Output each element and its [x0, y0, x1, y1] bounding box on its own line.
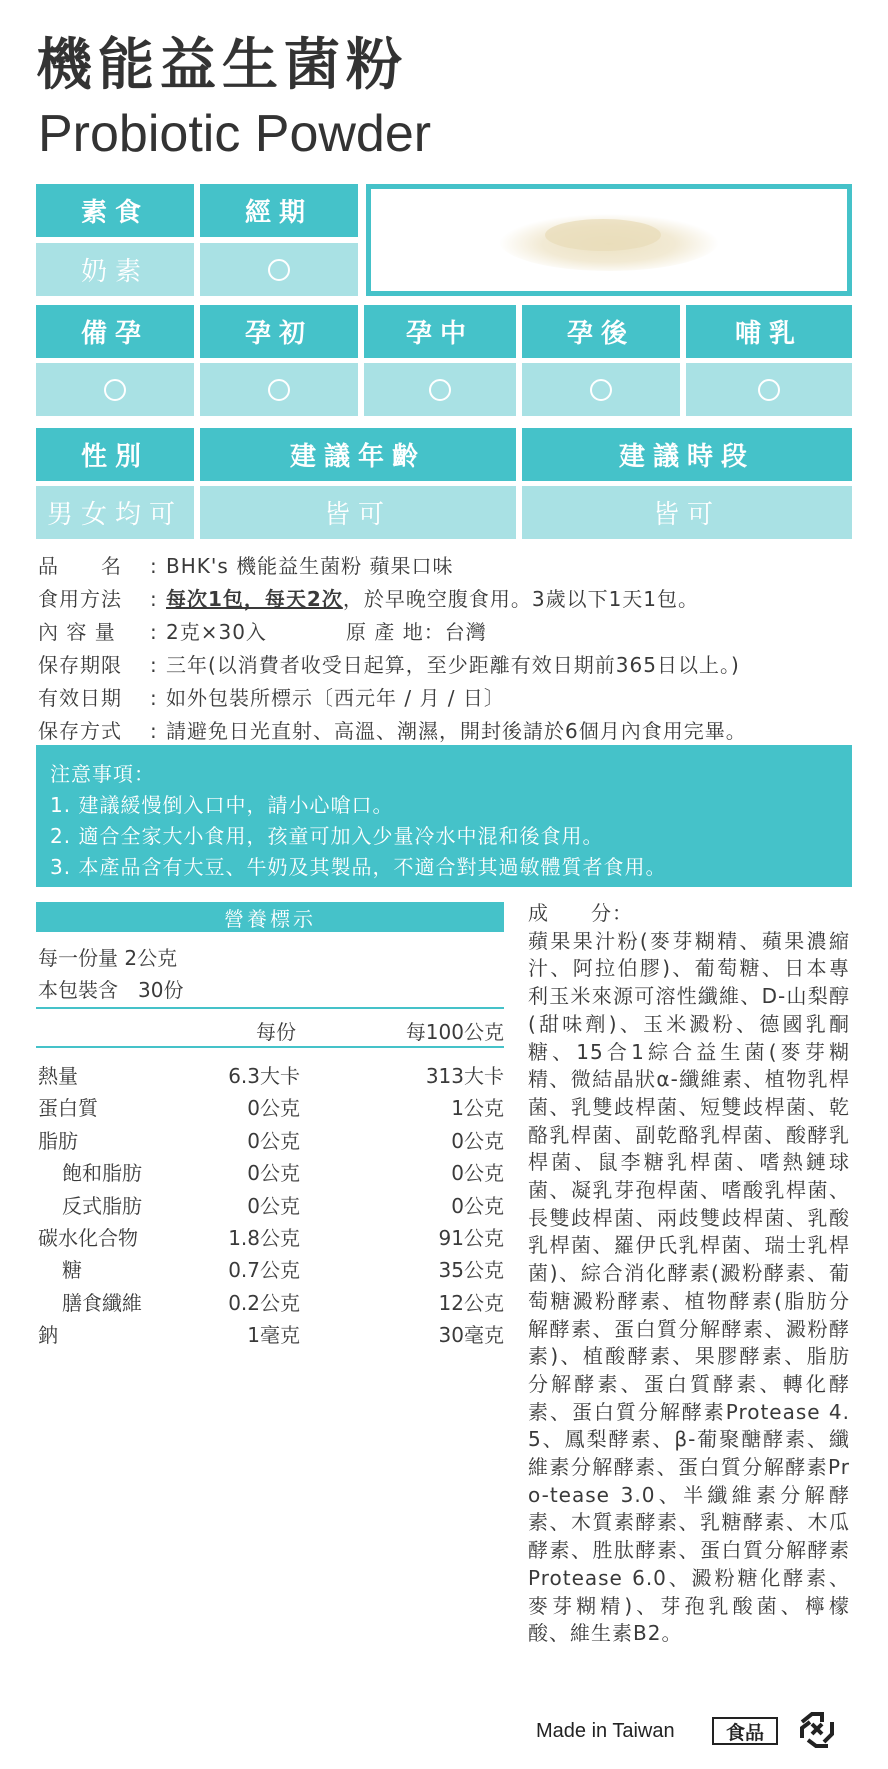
gender-header: 性別	[36, 428, 194, 481]
notice-box	[36, 745, 852, 887]
servings-per-pack: 本包裝含 30份	[38, 978, 184, 1002]
per-serving-value: 0公克	[247, 1193, 300, 1218]
vegetarian-value: 奶素	[36, 243, 194, 296]
per-serving-value: 1毫克	[247, 1323, 300, 1348]
notice-item: 2. 適合全家大小食用，孩童可加入少量冷水中混和後食用。	[50, 824, 604, 848]
shelf-life: 三年(以消費者收受日起算，至少距離有效日期前365日以上。)	[166, 653, 740, 677]
product-title-en: Probiotic Powder	[38, 105, 432, 163]
menstruation-header: 經期	[200, 184, 358, 237]
info-storage-row: 保存方式 : 請避免日光直射、高溫、潮濕，開封後請於6個月內食用完畢。	[38, 719, 747, 743]
nutrient-name: 碳水化合物	[38, 1226, 138, 1250]
timing-header: 建議時段	[522, 428, 852, 481]
ingredients-label: 成 分：	[528, 901, 633, 925]
storage-method: 請避免日光直射、高溫、潮濕，開封後請於6個月內食用完畢。	[166, 719, 747, 743]
nutrition-title: 營養標示	[36, 902, 504, 932]
circle-icon	[429, 379, 451, 401]
per-100g-value: 0公克	[451, 1193, 504, 1218]
powder-pile-icon	[371, 189, 847, 291]
per-serving-value: 0.7公克	[228, 1258, 300, 1283]
content-value: 2克×30入	[166, 620, 267, 644]
info-expiry-row: 有效日期 : 如外包裝所標示〔西元年 / 月 / 日〕	[38, 686, 505, 710]
product-title-zh: 機能益生菌粉	[36, 33, 408, 98]
divider	[36, 1046, 504, 1048]
timing-value: 皆可	[522, 486, 852, 539]
gender-value: 男女均可	[36, 486, 194, 539]
info-content-row: 內 容 量 : 2克×30入 原 產 地：台灣	[38, 616, 747, 649]
per-serving-value: 0公克	[247, 1096, 300, 1121]
per-100g-value: 0公克	[451, 1128, 504, 1153]
info-usage-row: 食用方法 : 每次1包，每天2次，於早晚空腹食用。3歲以下1天1包。	[38, 587, 700, 611]
per-100g-value: 0公克	[451, 1161, 504, 1186]
col-per-100g: 每100公克	[405, 1020, 504, 1044]
per-100g-value: 91公克	[438, 1226, 504, 1250]
per-serving-value: 0公克	[247, 1161, 300, 1186]
origin-label: 原 產 地：	[346, 620, 445, 644]
per-100g-value: 35公克	[438, 1258, 504, 1283]
nutrient-name: 反式脂肪	[62, 1193, 142, 1218]
per-serving-value: 0.2公克	[228, 1290, 300, 1315]
serving-size: 每一份量 2公克	[38, 946, 178, 970]
divider	[36, 1007, 504, 1009]
vegetarian-header: 素食	[36, 184, 194, 237]
age-header: 建議年齡	[200, 428, 516, 481]
late-pregnancy-value	[522, 363, 680, 416]
circle-icon	[104, 379, 126, 401]
per-serving-value: 6.3大卡	[228, 1064, 300, 1088]
recycle-icon	[798, 1710, 836, 1750]
nutrient-name: 糖	[62, 1258, 82, 1283]
notice-item: 3. 本產品含有大豆、牛奶及其製品，不適合對其過敏體質者食用。	[50, 855, 667, 879]
ingredients	[528, 900, 850, 1648]
mid-pregnancy-header: 孕中	[364, 305, 516, 358]
late-pregnancy-header: 孕後	[522, 305, 680, 358]
product-powder-image	[366, 184, 852, 296]
per-100g-value: 313大卡	[425, 1064, 504, 1088]
per-serving-value: 1.8公克	[228, 1226, 300, 1250]
early-pregnancy-value	[200, 363, 358, 416]
mid-pregnancy-value	[364, 363, 516, 416]
early-pregnancy-header: 孕初	[200, 305, 358, 358]
usage-dose: 每次1包，每天2次	[166, 587, 343, 611]
circle-icon	[268, 379, 290, 401]
pre-pregnancy-header: 備孕	[36, 305, 194, 358]
age-value: 皆可	[200, 486, 516, 539]
per-100g-value: 12公克	[438, 1290, 504, 1315]
per-100g-value: 30毫克	[438, 1323, 504, 1348]
expiry-date: 如外包裝所標示〔西元年 / 月 / 日〕	[166, 686, 505, 710]
circle-icon	[268, 259, 290, 281]
food-badge: 食品	[712, 1717, 778, 1745]
circle-icon	[590, 379, 612, 401]
nutrient-name: 脂肪	[38, 1128, 78, 1153]
breastfeeding-value	[686, 363, 852, 416]
menstruation-value	[200, 243, 358, 296]
made-in-taiwan: Made in Taiwan	[536, 1720, 675, 1742]
notice-title: 注意事項：	[50, 762, 155, 786]
per-100g-value: 1公克	[451, 1096, 504, 1121]
nutrient-name: 蛋白質	[38, 1096, 98, 1121]
col-per-serving: 每份	[256, 1020, 296, 1044]
product-name: BHK's 機能益生菌粉 蘋果口味	[166, 554, 454, 578]
breastfeeding-header: 哺乳	[686, 305, 852, 358]
product-info	[38, 550, 747, 748]
info-shelf-row: 保存期限 : 三年(以消費者收受日起算，至少距離有效日期前365日以上。)	[38, 653, 740, 677]
circle-icon	[758, 379, 780, 401]
nutrient-name: 膳食纖維	[62, 1290, 142, 1315]
nutrient-name: 飽和脂肪	[62, 1161, 142, 1186]
origin-value: 台灣	[444, 620, 487, 644]
info-name-row: 品 名 : BHK's 機能益生菌粉 蘋果口味	[38, 554, 454, 578]
pre-pregnancy-value	[36, 363, 194, 416]
usage-text: ，於早晚空腹食用。3歲以下1天1包。	[342, 587, 700, 611]
notice-item: 1. 建議緩慢倒入口中，請小心嗆口。	[50, 793, 394, 817]
ingredients-text: 蘋果果汁粉(麥芽糊精、蘋果濃縮汁、阿拉伯膠)、葡萄糖、日本專利玉米來源可溶性纖維、D-山梨醇(甜味劑)、玉米澱粉、德國乳酮糖、15合1綜合益生菌(麥芽糊精、微結晶狀α-纖維素、植物乳桿菌、乳雙歧桿菌、短雙歧桿菌、乾酪乳桿菌、副乾酪乳桿菌、酸酵乳桿菌、鼠李糖乳桿菌、嗜熱鏈球菌、凝乳芽孢桿菌、嗜酸乳桿菌、長雙歧桿菌、兩歧雙歧桿菌、乳酸乳桿菌、羅伊氏乳桿菌、瑞士乳桿菌)、綜合消化酵素(澱粉酵素、葡萄糖澱粉酵素、植物酵素(脂肪分解酵素、蛋白質分解酵素、澱粉酵素)、植酸酵素、果膠酵素、脂肪分解酵素、蛋白質酵素、轉化酵素、蛋白質分解酵素Protease 4.5、鳳梨酵素、β-葡聚醣酵素、纖維素分解酵素、蛋白質分解酵素Pro-tease 3.0、半纖維素分解酵素、木質素酵素、乳糖酵素、木瓜酵素、胜肽酵素、蛋白質分解酵素Protease 6.0、澱粉糖化酵素、麥芽糊精)、芽孢乳酸菌、檸檬酸、維生素B2。	[528, 928, 850, 1646]
per-serving-value: 0公克	[247, 1128, 300, 1153]
nutrient-name: 熱量	[38, 1064, 78, 1088]
nutrient-name: 鈉	[38, 1323, 58, 1348]
